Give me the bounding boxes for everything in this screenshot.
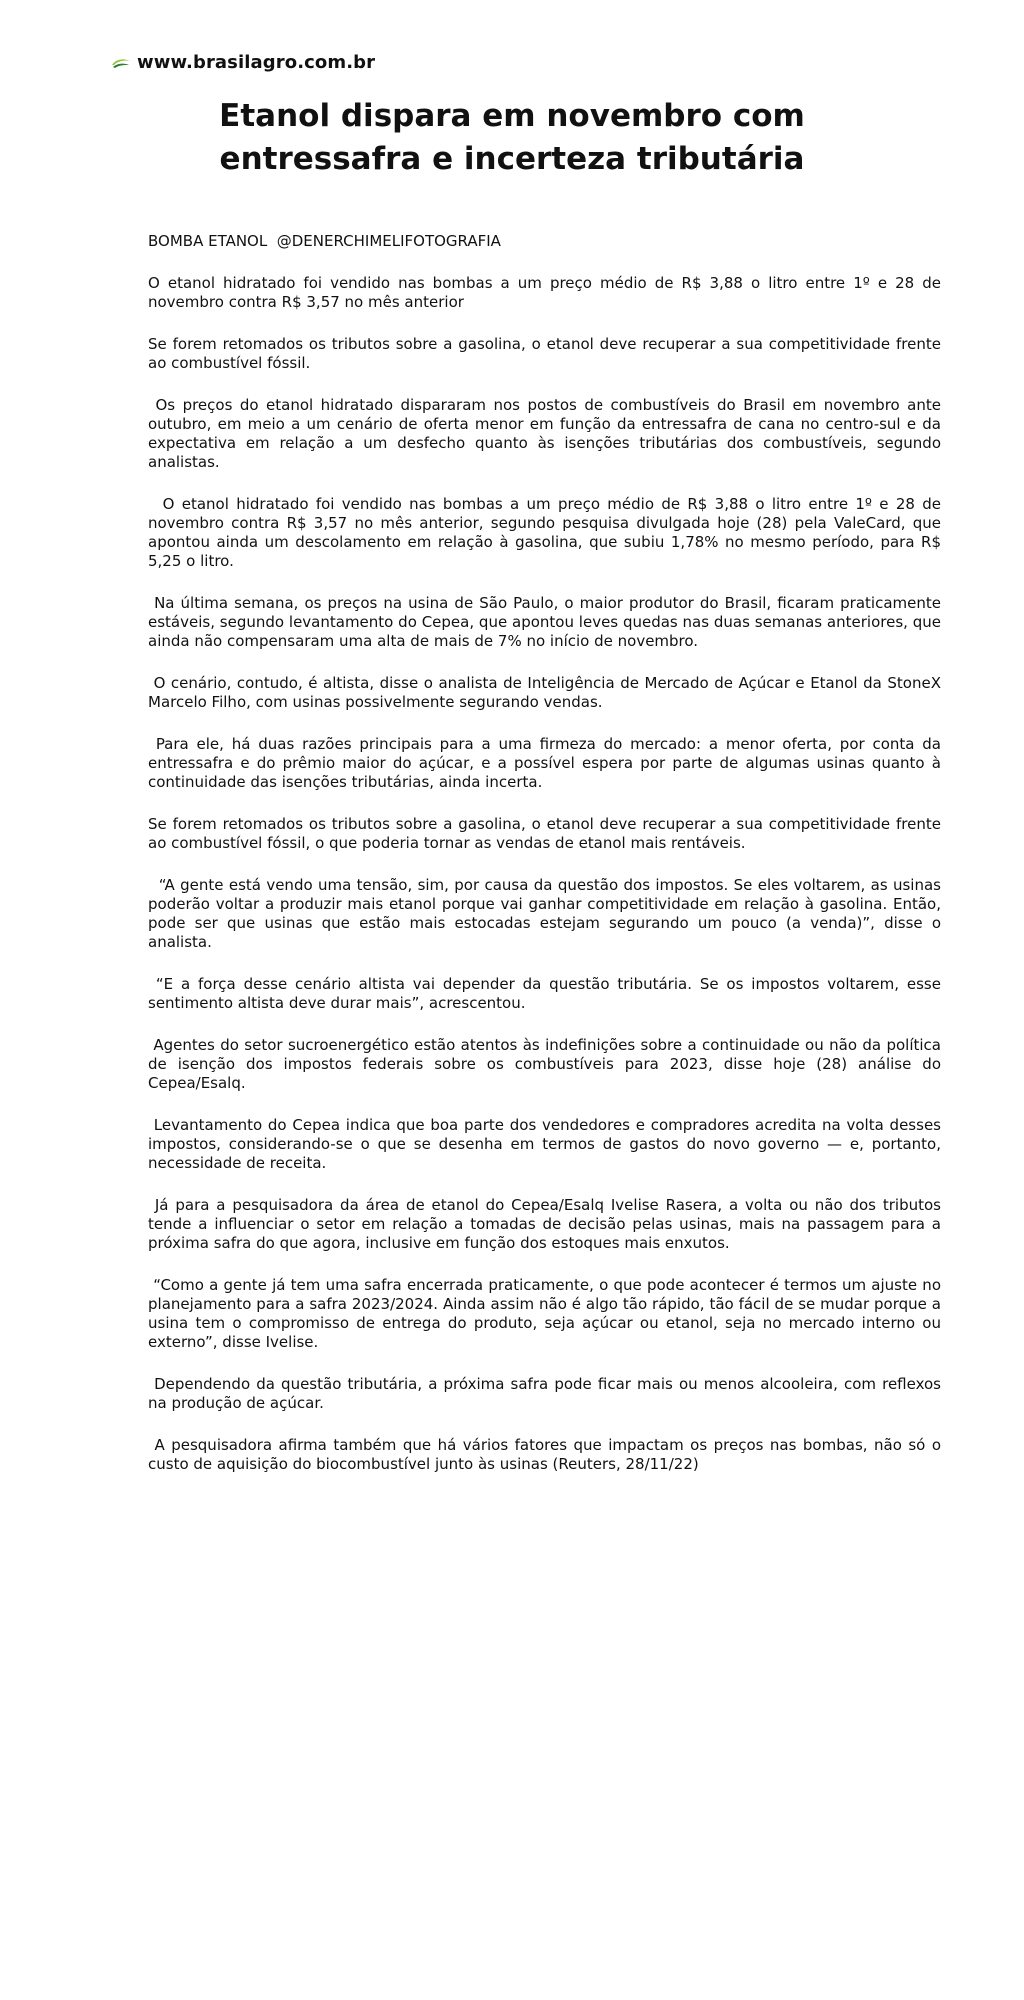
paragraph: Se forem retomados os tributos sobre a gasolina, o etanol deve recuperar a sua competitividade frente ao combustível fóssil, o que poderia tornar as vendas de etanol mais rentáveis. — [148, 815, 946, 852]
article-body — [148, 232, 946, 1497]
site-url: www.brasilagro.com.br — [137, 52, 376, 73]
paragraph: “A gente está vendo uma tensão, sim, por causa da questão dos impostos. Se eles voltarem, as usinas poderão voltar a produzir mais etanol porque vai ganhar competitividade em relação à gasolina. Então, pode ser que usinas que estão mais estocadas estejam segurando um pouco (a venda)”, disse o analista. — [148, 876, 946, 951]
paragraph: A pesquisadora afirma também que há vários fatores que impactam os preços nas bombas, não só o custo de aquisição do biocombustível junto às usinas (Reuters, 28/11/22) — [148, 1436, 946, 1473]
article-title: Etanol dispara em novembro com entressafra e incerteza tributária — [219, 98, 805, 177]
paragraph: Dependendo da questão tributária, a próxima safra pode ficar mais ou menos alcooleira, com reflexos na produção de açúcar. — [148, 1375, 946, 1412]
paragraph: Na última semana, os preços na usina de São Paulo, o maior produtor do Brasil, ficaram praticamente estáveis, segundo levantamento do Cepea, que apontou leves quedas nas duas semanas anteriores, que ainda não compensaram uma alta de mais de 7% no início de novembro. — [148, 594, 946, 650]
paragraph: Se forem retomados os tributos sobre a gasolina, o etanol deve recuperar a sua competitividade frente ao combustível fóssil. — [148, 335, 946, 372]
paragraph: Para ele, há duas razões principais para a uma firmeza do mercado: a menor oferta, por conta da entressafra e do prêmio maior do açúcar, e a possível espera por parte de algumas usinas quanto à continuidade das isenções tributárias, ainda incerta. — [148, 735, 946, 791]
paragraph: O etanol hidratado foi vendido nas bombas a um preço médio de R$ 3,88 o litro entre 1º e 28 de novembro contra R$ 3,57 no mês anterior — [148, 274, 946, 311]
paragraph: “E a força desse cenário altista vai depender da questão tributária. Se os impostos voltarem, esse sentimento altista deve durar mais”, acrescentou. — [148, 975, 946, 1012]
paragraph: O etanol hidratado foi vendido nas bombas a um preço médio de R$ 3,88 o litro entre 1º e 28 de novembro contra R$ 3,57 no mês anterior, segundo pesquisa divulgada hoje (28) pela ValeCard, que apontou ainda um descolamento em relação à gasolina, que subiu 1,78% no mesmo período, para R$ 5,25 o litro. — [148, 495, 946, 570]
paragraph: “Como a gente já tem uma safra encerrada praticamente, o que pode acontecer é termos um ajuste no planejamento para a safra 2023/2024. Ainda assim não é algo tão rápido, tão fácil de se mudar porque a usina tem o compromisso de entrega do produto, seja açúcar ou etanol, seja no mercado interno ou externo”, disse Ivelise. — [148, 1276, 946, 1351]
paragraph: Levantamento do Cepea indica que boa parte dos vendedores e compradores acredita na volta desses impostos, considerando-se o que se desenha em termos de gastos do novo governo — e, portanto, necessidade de receita. — [148, 1116, 946, 1172]
paragraph: Já para a pesquisadora da área de etanol do Cepea/Esalq Ivelise Rasera, a volta ou não dos tributos tende a influenciar o setor em relação a tomadas de decisão pelas usinas, mais na passagem para a próxima safra do que agora, inclusive em função dos estoques mais enxutos. — [148, 1196, 946, 1252]
site-header — [111, 52, 375, 73]
paragraph: O cenário, contudo, é altista, disse o analista de Inteligência de Mercado de Açúcar e Etanol da StoneX Marcelo Filho, com usinas possivelmente segurando vendas. — [148, 674, 946, 711]
paragraph: Agentes do setor sucroenergético estão atentos às indefinições sobre a continuidade ou não da política de isenção dos impostos federais sobre os combustíveis para 2023, disse hoje (28) análise do Cepea/Esalq. — [148, 1036, 946, 1092]
photo-caption: BOMBA ETANOL @DENERCHIMELIFOTOGRAFIA — [148, 232, 501, 250]
paragraph: Os preços do etanol hidratado dispararam nos postos de combustíveis do Brasil em novembro ante outubro, em meio a um cenário de oferta menor em função da entressafra de cana no centro-sul e da expectativa em relação a um desfecho quanto às isenções tributárias dos combustíveis, segundo analistas. — [148, 396, 946, 471]
leaf-swoosh-icon — [111, 55, 131, 71]
